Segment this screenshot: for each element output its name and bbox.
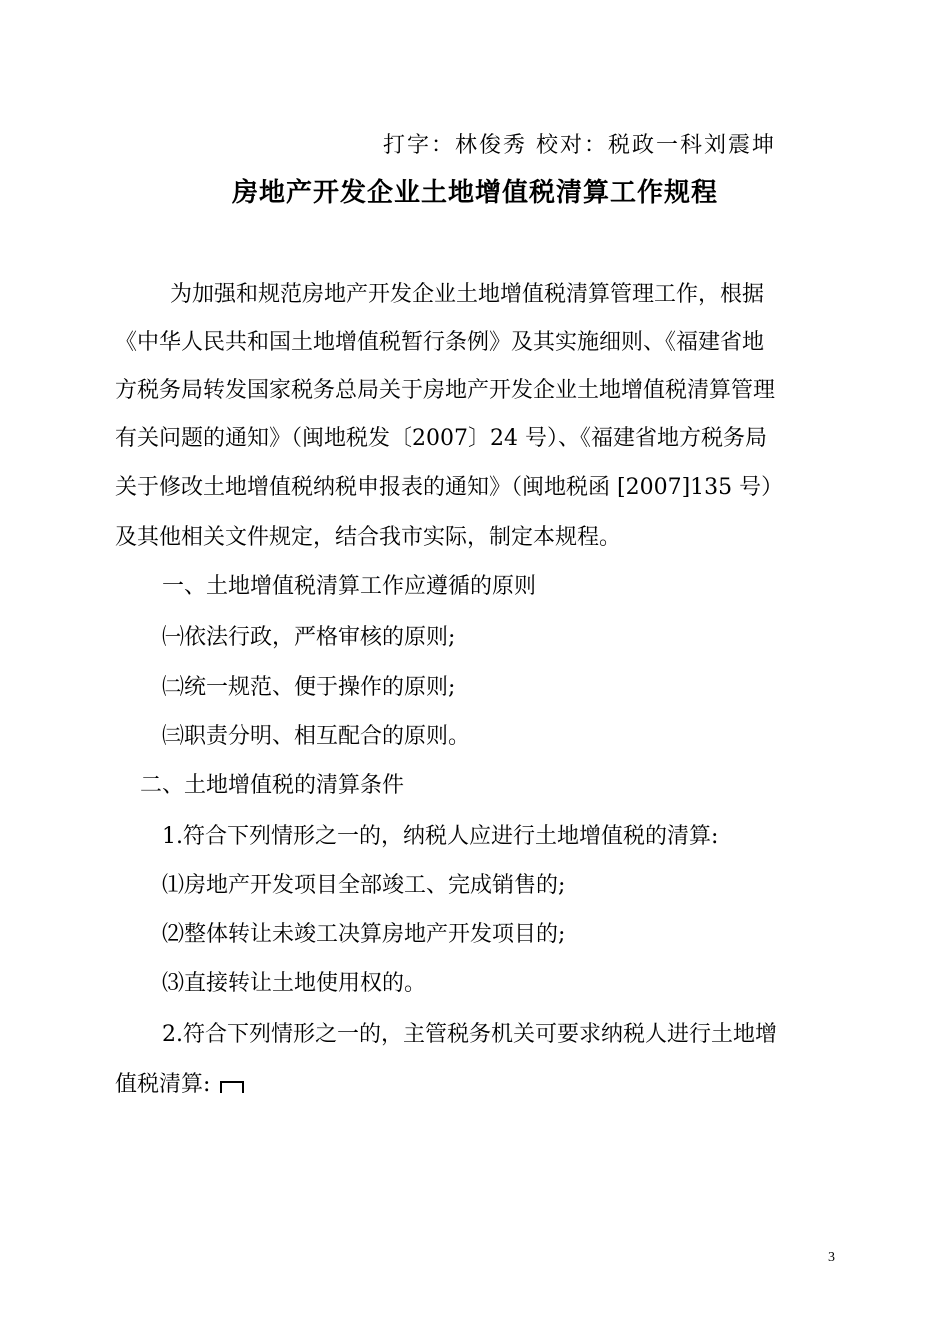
clause: 2.符合下列情形之一的，主管税务机关可要求纳税人进行土地增 [162,1022,777,1047]
section-heading: 二、土地增值税的清算条件 [140,773,405,798]
list-item: ㈡统一规范、便于操作的原则; [162,675,456,700]
intro-line: 有关问题的通知》（闽地税发〔2007〕24 号）、《福建省地方税务局 [115,426,767,451]
intro-line: 及其他相关文件规定，结合我市实际，制定本规程。 [115,525,622,550]
page-number: 3 [828,1250,835,1265]
list-item: ㈠依法行政，严格审核的原则; [162,625,456,650]
clause: 1.符合下列情形之一的，纳税人应进行土地增值税的清算: [162,824,719,849]
intro-line: 为加强和规范房地产开发企业土地增值税清算管理工作，根据 [170,282,765,307]
list-item: ㈢职责分明、相互配合的原则。 [162,724,471,749]
text-cursor-mark [220,1081,244,1093]
clause-continuation-text: 值税清算: [115,1072,211,1097]
list-item: ⑴房地产开发项目全部竣工、完成销售的; [162,873,566,898]
header-credit: 打字：林俊秀 校对：税政一科刘震坤 [383,133,776,158]
intro-line: 《中华人民共和国土地增值税暂行条例》及其实施细则、《福建省地 [115,330,765,355]
intro-line: 方税务局转发国家税务总局关于房地产开发企业土地增值税清算管理 [115,378,776,403]
section-heading: 一、土地增值税清算工作应遵循的原则 [162,574,537,599]
list-item: ⑶直接转让土地使用权的。 [162,971,427,996]
intro-line: 关于修改土地增值税纳税申报表的通知》（闽地税函 [2007]135 号） [115,475,784,500]
document-title: 房地产开发企业土地增值税清算工作规程 [231,178,718,208]
list-item: ⑵整体转让未竣工决算房地产开发项目的; [162,922,566,947]
clause-continuation [115,1070,244,1100]
